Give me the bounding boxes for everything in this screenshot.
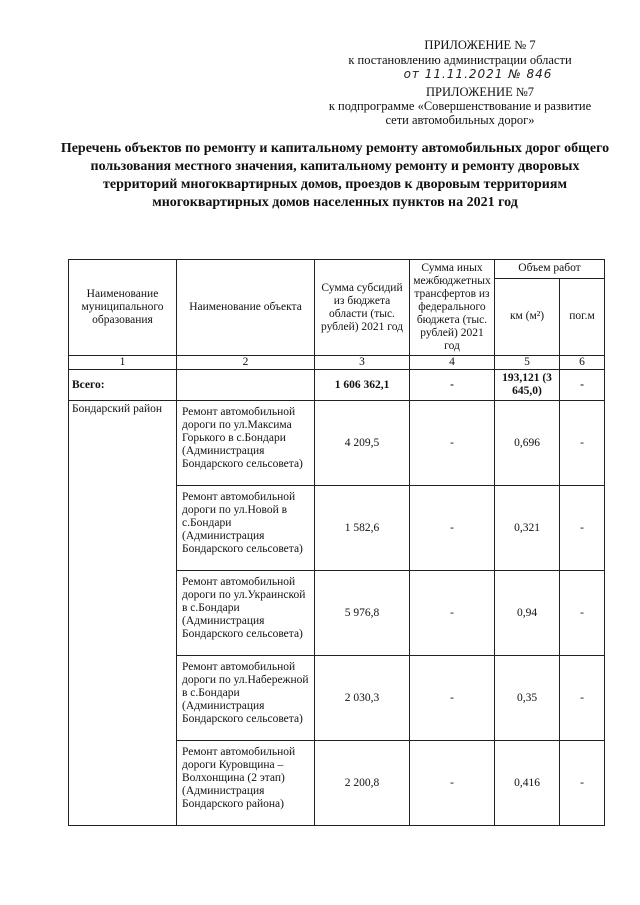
total-label: Всего: [69, 370, 177, 401]
object-name: Ремонт автомобильной дороги по ул.Набережной в с.Бондари (Администрация Бондарского сельсовета) [177, 656, 315, 741]
decree-reference: к постановлению администрации области [348, 53, 572, 67]
column-number: 2 [177, 356, 315, 370]
object-name: Ремонт автомобильной дороги Куровщина – Волхонщина (2 этап) (Администрация Бондарского района) [177, 741, 315, 826]
object-transfers: - [410, 486, 495, 571]
municipality-name: Бондарский район [69, 401, 177, 826]
handwritten-signature: от 11.11.2021 № 846 [403, 67, 553, 81]
object-pogm: - [560, 741, 605, 826]
object-subsidy: 2 030,3 [315, 656, 410, 741]
object-subsidy: 2 200,8 [315, 741, 410, 826]
object-transfers: - [410, 741, 495, 826]
object-km: 0,94 [495, 571, 560, 656]
column-number-row [69, 356, 605, 370]
total-pogm: - [560, 370, 605, 401]
object-transfers: - [410, 571, 495, 656]
object-subsidy: 5 976,8 [315, 571, 410, 656]
object-pogm: - [560, 656, 605, 741]
object-pogm: - [560, 486, 605, 571]
object-km: 0,35 [495, 656, 560, 741]
header-object: Наименование объекта [177, 260, 315, 356]
object-subsidy: 4 209,5 [315, 401, 410, 486]
column-number: 3 [315, 356, 410, 370]
appendix-heading: ПРИЛОЖЕНИЕ № 7 [424, 38, 536, 52]
header-km: км (м²) [495, 278, 560, 355]
column-number: 4 [410, 356, 495, 370]
object-transfers: - [410, 656, 495, 741]
total-row [69, 370, 605, 401]
total-subsidy: 1 606 362,1 [315, 370, 410, 401]
object-name: Ремонт автомобильной дороги по ул.Новой в с.Бондари (Администрация Бондарского сельсовета) [177, 486, 315, 571]
object-subsidy: 1 582,6 [315, 486, 410, 571]
object-km: 0,696 [495, 401, 560, 486]
object-pogm: - [560, 401, 605, 486]
header-row-1 [69, 260, 605, 279]
object-name: Ремонт автомобильной дороги по ул.Максима Горького в с.Бондари (Администрация Бондарского сельсовета) [177, 401, 315, 486]
header-volume: Объем работ [495, 260, 605, 279]
total-object-cell [177, 370, 315, 401]
total-transfers: - [410, 370, 495, 401]
document-title: Перечень объектов по ремонту и капитальному ремонту автомобильных дорог общего пользования местного значения, капитальному ремонту и ремонту дворовых территорий многоквартирных домов, проездов к дворовым территориям многоквартирных домов населенных пунктов на 2021 год [60, 141, 610, 210]
header-pogm: пог.м [560, 278, 605, 355]
object-transfers: - [410, 401, 495, 486]
object-km: 0,416 [495, 741, 560, 826]
objects-table [68, 259, 605, 826]
subprogram-reference-line2: сети автомобильных дорог» [385, 113, 535, 127]
total-km: 193,121 (3 645,0) [495, 370, 560, 401]
header-subsidy: Сумма субсидий из бюджета области (тыс. рублей) 2021 год [315, 260, 410, 356]
column-number: 5 [495, 356, 560, 370]
subprogram-reference-line1: к подпрограмме «Совершенствование и развитие [328, 99, 592, 113]
object-name: Ремонт автомобильной дороги по ул.Украинской в с.Бондари (Администрация Бондарского сельсовета) [177, 571, 315, 656]
header-municipality: Наименование муниципального образования [69, 260, 177, 356]
object-km: 0,321 [495, 486, 560, 571]
table-row [69, 401, 605, 486]
column-number: 6 [560, 356, 605, 370]
column-number: 1 [69, 356, 177, 370]
object-pogm: - [560, 571, 605, 656]
appendix-heading-2: ПРИЛОЖЕНИЕ №7 [425, 85, 535, 99]
header-transfers: Сумма иных межбюджетных трансфертов из федерального бюджета (тыс. рублей) 2021 год [410, 260, 495, 356]
